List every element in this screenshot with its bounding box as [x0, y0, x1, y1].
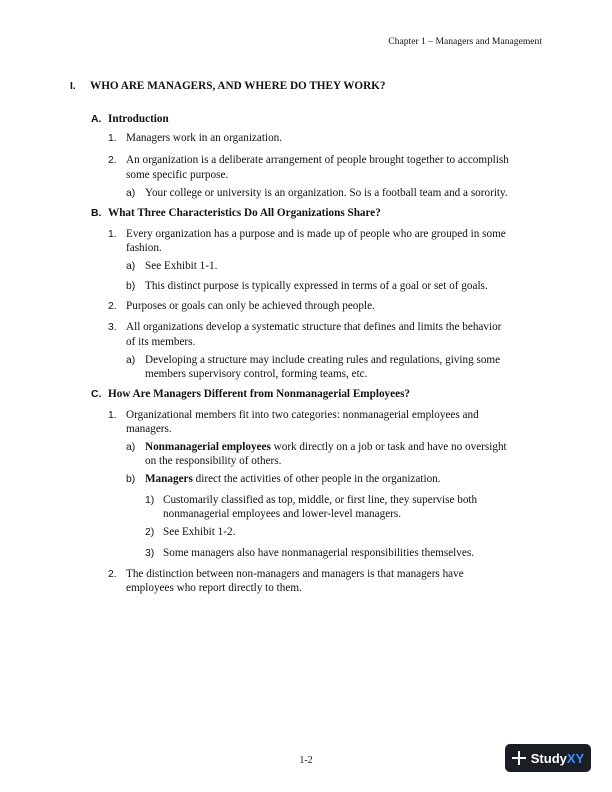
subsublist-item: Some managers also have nonmanagerial responsibilities themselves. [163, 547, 474, 559]
term-managers: Managers [145, 473, 193, 485]
logo-text-accent: XY [566, 750, 585, 766]
list-marker: 2. [108, 155, 117, 166]
subsublist-item: Customarily classified as top, middle, or first line, they supervise both [163, 494, 478, 506]
subsublist-item: See Exhibit 1-2. [163, 526, 236, 538]
list-item: Every organization has a purpose and is made up of people who are grouped in some [126, 228, 506, 240]
sublist-item: Your college or university is an organization. So is a football team and a sorority. [145, 187, 508, 199]
studyxy-logo[interactable] [505, 744, 591, 772]
sublist-item: See Exhibit 1-1. [145, 260, 218, 272]
heading-a-title: Introduction [108, 113, 169, 125]
sublist-marker: a) [126, 442, 136, 453]
list-item-continuation: managers. [126, 423, 172, 435]
sublist-marker: a) [126, 355, 136, 366]
list-item-continuation: some specific purpose. [126, 169, 229, 181]
list-marker: 1. [108, 133, 117, 144]
heading-b-marker: B. [91, 208, 102, 219]
sublist-item-continuation: on the responsibility of others. [145, 455, 282, 467]
list-item-continuation: of its members. [126, 336, 196, 348]
heading-c-marker: C. [91, 389, 102, 400]
list-marker: 1. [108, 410, 117, 421]
list-item-continuation: employees who report directly to them. [126, 582, 302, 594]
sublist-item [145, 471, 441, 487]
list-marker: 2. [108, 569, 117, 580]
sublist-marker: a) [126, 261, 136, 272]
subsublist-marker: 3) [145, 548, 155, 559]
term-nonmanagerial-employees: Nonmanagerial employees [145, 441, 271, 453]
logo-text-main: Study [530, 750, 567, 766]
list-item: All organizations develop a systematic structure that defines and limits the behavior [126, 321, 502, 333]
heading-a-marker: A. [91, 114, 102, 125]
list-item: Organizational members fit into two categories: nonmanagerial employees and [126, 409, 479, 421]
list-marker: 1. [108, 229, 117, 240]
running-header: Chapter 1 – Managers and Management [388, 36, 542, 47]
list-item: The distinction between non-managers and managers is that managers have [126, 568, 464, 580]
subsublist-marker: 1) [145, 495, 155, 506]
section-marker: I. [70, 81, 76, 92]
sublist-item: This distinct purpose is typically expressed in terms of a goal or set of goals. [145, 280, 488, 292]
list-marker: 3. [108, 322, 117, 333]
list-item: An organization is a deliberate arrangement of people brought together to accomplish [126, 154, 509, 166]
sublist-marker: b) [126, 281, 136, 292]
sublist-item-continuation: members supervisory control, forming teams, etc. [145, 368, 368, 380]
heading-b-title: What Three Characteristics Do All Organizations Share? [108, 207, 381, 219]
logo-text [531, 751, 584, 766]
heading-c-title: How Are Managers Different from Nonmanagerial Employees? [108, 388, 411, 400]
plus-icon [512, 751, 526, 765]
list-marker: 2. [108, 301, 117, 312]
subsublist-marker: 2) [145, 527, 155, 538]
sublist-item: Developing a structure may include creating rules and regulations, giving some [145, 354, 501, 366]
page-number: 1-2 [299, 755, 313, 766]
list-item: Purposes or goals can only be achieved through people. [126, 300, 375, 312]
sublist-marker: b) [126, 474, 136, 485]
section-title: WHO ARE MANAGERS, AND WHERE DO THEY WORK? [90, 80, 386, 92]
sublist-item-rest: work directly on a job or task and have no oversight [270, 441, 507, 453]
list-item-continuation: fashion. [126, 242, 162, 254]
sublist-item-rest: direct the activities of other people in the organization. [192, 473, 441, 485]
sublist-marker: a) [126, 188, 136, 199]
subsublist-item-continuation: nonmanagerial employees and lower-level managers. [163, 508, 402, 520]
list-item: Managers work in an organization. [126, 132, 283, 144]
